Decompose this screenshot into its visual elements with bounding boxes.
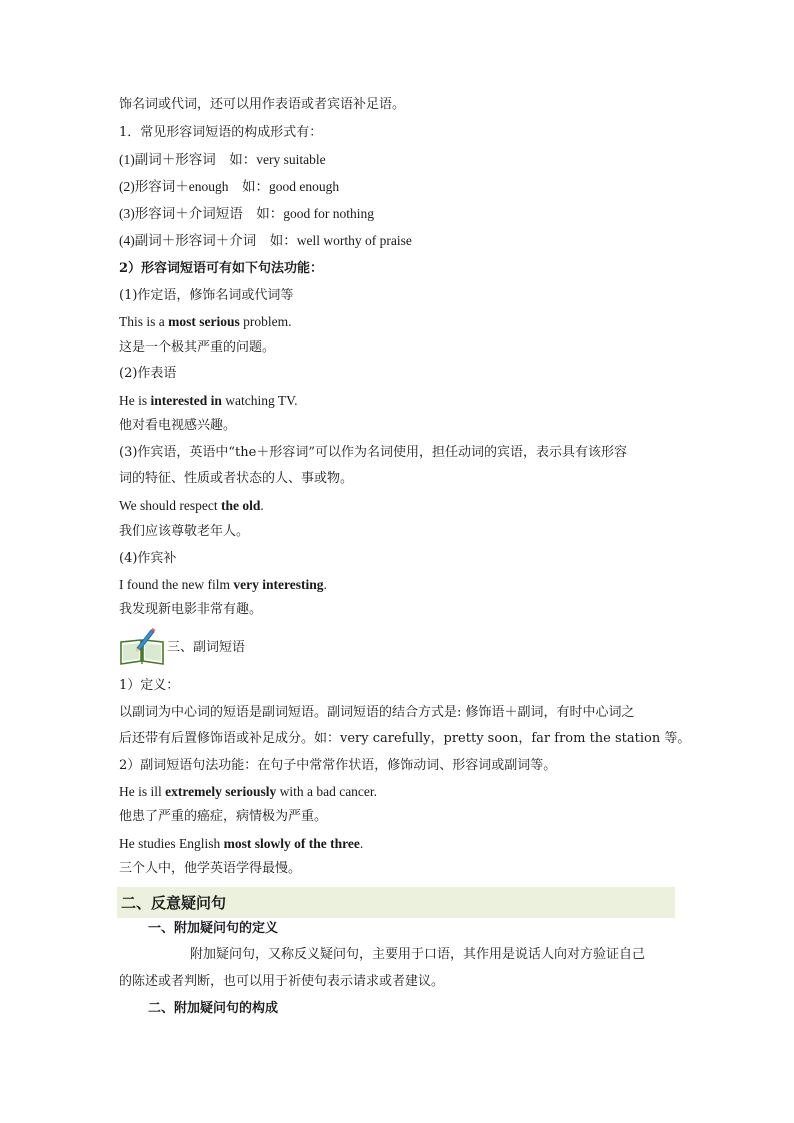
subsection-heading: 二、附加疑问句的构成 bbox=[148, 1001, 279, 1016]
text-line: 2）副词短语句法功能：在句子中常常作状语，修饰动词、形容词或副词等。 bbox=[119, 758, 557, 773]
sentence-text: This is a bbox=[119, 314, 169, 329]
sentence-text: He is ill bbox=[119, 784, 166, 799]
text-line: (2)作表语 bbox=[119, 366, 177, 381]
translation-line: 他对看电视感兴趣。 bbox=[119, 418, 237, 433]
text-line: 饰名词或代词，还可以用作表语或者宾语补足语。 bbox=[119, 97, 406, 112]
sentence-text: . bbox=[323, 577, 327, 592]
translation-line: 他患了严重的癌症，病情极为严重。 bbox=[119, 809, 328, 824]
highlighted-phrase: most serious bbox=[168, 314, 240, 329]
text-line: (4)作宾补 bbox=[119, 551, 177, 566]
sentence-text: He studies English bbox=[119, 836, 224, 851]
text-line: 的陈述或者判断，也可以用于祈使句表示请求或者建议。 bbox=[119, 974, 445, 989]
section-heading: 2）形容词短语可有如下句法功能： bbox=[119, 261, 324, 276]
text-line: (1)副词＋形容词 如：very suitable bbox=[119, 152, 326, 167]
example-sentence bbox=[119, 783, 377, 801]
highlighted-phrase: most slowly of the three bbox=[223, 836, 360, 851]
text-line: 1．常见形容词短语的构成形式有： bbox=[119, 125, 323, 140]
highlighted-phrase: very interesting bbox=[233, 577, 324, 592]
sentence-text: with a bad cancer. bbox=[276, 784, 378, 799]
sentence-text: I found the new film bbox=[119, 577, 234, 592]
example-sentence bbox=[119, 313, 292, 331]
sentence-text: . bbox=[260, 498, 264, 513]
translation-line: 这是一个极其严重的问题。 bbox=[119, 340, 276, 355]
example-sentence bbox=[119, 497, 264, 515]
highlighted-phrase: interested in bbox=[150, 393, 222, 408]
open-book-pencil-icon bbox=[119, 628, 165, 666]
text-line: (2)形容词＋enough 如：good enough bbox=[119, 179, 340, 194]
highlighted-phrase: the old bbox=[221, 498, 261, 513]
text-line: (3)作宾语，英语中“the＋形容词”可以作为名词使用，担任动词的宾语，表示具有该形容 bbox=[119, 445, 627, 460]
sentence-text: He is bbox=[119, 393, 151, 408]
text-line: (4)副词＋形容词＋介词 如：well worthy of praise bbox=[119, 233, 412, 248]
example-sentence bbox=[119, 576, 327, 594]
example-sentence bbox=[119, 392, 298, 410]
subsection-heading: 一、附加疑问句的定义 bbox=[148, 921, 279, 936]
text-line: 后还带有后置修饰语或补足成分。如：very carefully，pretty soon，far from the station 等。 bbox=[119, 731, 691, 746]
text-line: 词的特征、性质或者状态的人、事或物。 bbox=[119, 471, 354, 486]
text-line: (3)形容词＋介词短语 如：good for nothing bbox=[119, 206, 374, 221]
section-title: 二、反意疑问句 bbox=[121, 894, 227, 912]
sentence-text: problem. bbox=[239, 314, 292, 329]
translation-line: 三个人中，他学英语学得最慢。 bbox=[119, 861, 302, 876]
text-line: 附加疑问句，又称反义疑问句，主要用于口语，其作用是说话人向对方验证自己 bbox=[190, 947, 646, 962]
text-line: 1）定义： bbox=[119, 678, 180, 693]
text-line: (1)作定语，修饰名词或代词等 bbox=[119, 288, 294, 303]
sentence-text: . bbox=[359, 836, 364, 851]
text-line: 以副词为中心词的短语是副词短语。副词短语的结合方式是: 修饰语＋副词，有时中心词之 bbox=[119, 705, 635, 720]
highlighted-phrase: extremely seriously bbox=[165, 784, 277, 799]
section-heading: 三、副词短语 bbox=[167, 640, 246, 655]
example-sentence bbox=[119, 835, 363, 853]
sentence-text: watching TV. bbox=[221, 393, 298, 408]
section-header-bar bbox=[117, 887, 675, 918]
sentence-text: We should respect bbox=[119, 498, 222, 513]
translation-line: 我们应该尊敬老年人。 bbox=[119, 524, 250, 539]
translation-line: 我发现新电影非常有趣。 bbox=[119, 602, 263, 617]
